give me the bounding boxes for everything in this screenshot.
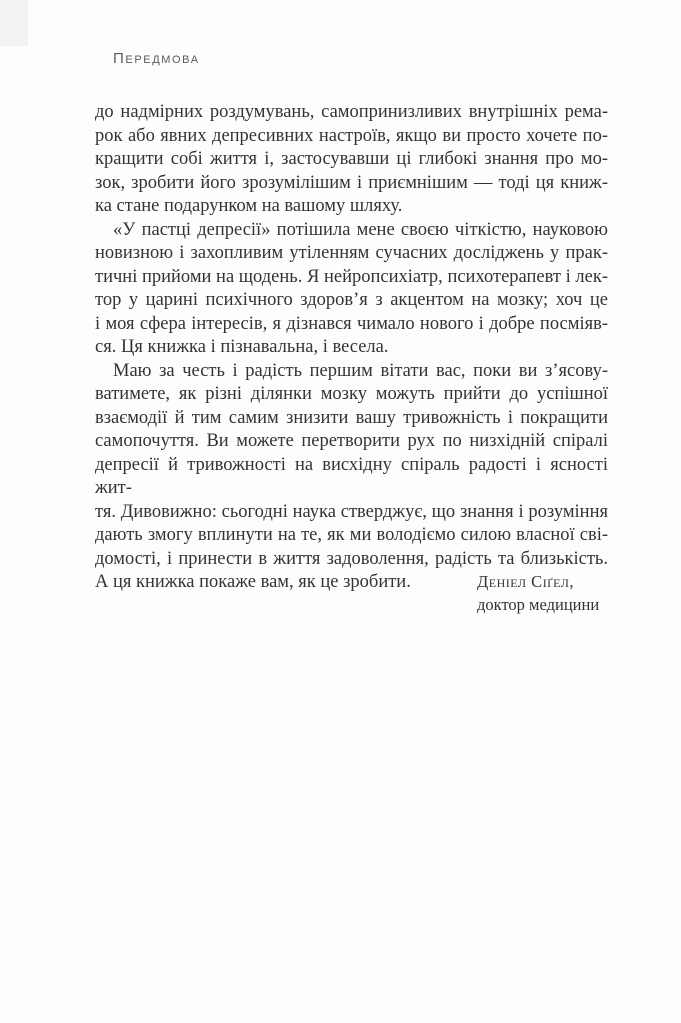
scan-artifact <box>0 0 28 46</box>
text-line: новизною і захопливим утіленням сучасних досліджень у прак- <box>95 243 608 263</box>
text-line: рок або явних депресивних настроїв, якщо ви просто хочете по- <box>95 125 608 146</box>
text-line: самопочуття. Ви можете перетворити рух по низхідній спіралі <box>95 431 608 451</box>
text-line: тичні прийоми на щодень. Я нейропсихіатр, психотерапевт і лек- <box>95 266 608 287</box>
text-line: ка стане подарунком на вашому шляху. <box>95 196 403 216</box>
text-line: ватимете, як різні ділянки мозку можуть прийти до успішної <box>95 384 608 404</box>
text-line: «У пастці депресії» потішила мене своєю чіткістю, науковою <box>113 219 608 240</box>
text-line: депресії й тривожності на висхідну спіраль радості і ясності жит- <box>95 454 608 498</box>
body-text <box>95 101 608 595</box>
text-line: кращити собі життя і, застосувавши ці глибокі знання про мо- <box>95 149 608 169</box>
paragraph-1 <box>95 101 608 219</box>
text-line: і моя сфера інтересів, я дізнався чимало нового і добре посміяв- <box>95 313 608 334</box>
text-line: до надмірних роздумувань, самопринизливих внутрішніх рема- <box>95 102 608 122</box>
text-line: дають змогу вплинути на те, як ми володіємо силою власної сві- <box>95 525 608 545</box>
text-line: зок, зробити його зрозумілішим і приємнішим — тоді ця книж- <box>95 172 608 193</box>
text-line: тя. Дивовижно: сьогодні наука стверджує, що знання і розуміння <box>95 501 608 522</box>
signature-block <box>477 570 599 616</box>
text-line: Маю за честь і радість першим вітати вас, поки ви з’ясову- <box>113 360 608 381</box>
text-line: взаємодії й тим самим знизити вашу тривожність і покращити <box>95 407 608 428</box>
paragraph-2 <box>95 219 608 360</box>
signature-title: доктор медицини <box>477 595 600 614</box>
text-line: ся. Ця книжка і пізнавальна, і весела. <box>95 337 389 357</box>
chapter-heading: Передмова <box>113 50 200 67</box>
text-line: домості, і принести в життя задоволення, радість та близькість. <box>95 548 608 569</box>
signature-name: Деніел Сіґел, <box>477 572 575 591</box>
paragraph-3 <box>95 360 608 595</box>
text-line: тор у царині психічного здоров’я з акцентом на мозку; хоч це <box>95 290 608 310</box>
text-line: А ця книжка покаже вам, як це зробити. <box>95 572 411 592</box>
